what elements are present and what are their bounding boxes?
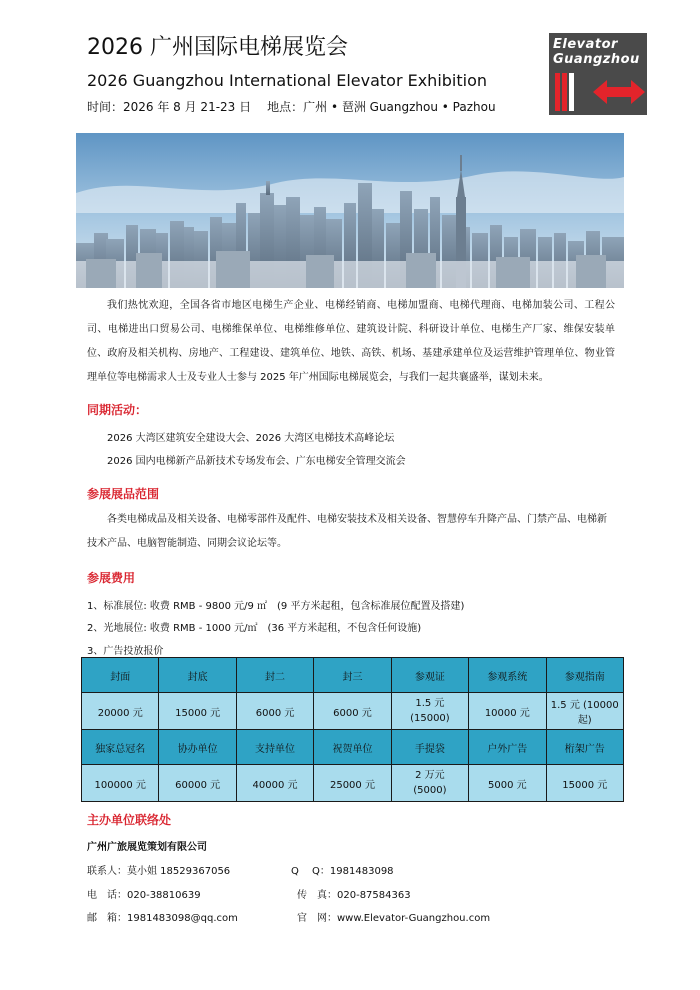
email-info: [87, 909, 238, 924]
table-value-cell: 100000 元: [82, 765, 159, 802]
qq-info: [291, 862, 394, 877]
table-header-row: [82, 730, 624, 765]
scope-paragraph: 各类电梯成品及相关设备、电梯零部件及配件、电梯安装技术及相关设备、智慧停车升降产品、门禁产品、电梯新技术产品、电脑智能制造、同期会议论坛等。: [87, 514, 607, 549]
website-info: [297, 909, 490, 924]
fax-label: 传 真：: [297, 890, 337, 901]
phone-label: 电 话：: [87, 890, 127, 901]
city-skyline-image: [76, 133, 624, 288]
website-link[interactable]: www.Elevator-Guangzhou.com: [337, 913, 491, 924]
fee-raw-space: 2、光地展位: 收费 RMB - 1000 元/㎡ (36 平方米起租，不包含任何设施): [87, 623, 422, 634]
logo-line1: Elevator: [553, 37, 618, 52]
fax-info: [297, 886, 411, 901]
table-value-cell: 60000 元: [159, 765, 236, 802]
date-text: 时间：2026 年 8 月 21-23 日: [87, 100, 252, 114]
table-header-cell: 户外广告: [469, 730, 546, 765]
activities-heading: 同期活动：: [87, 403, 148, 417]
table-header-row: [82, 658, 624, 693]
activity-item: 2026 大湾区建筑安全建设大会、2026 大湾区电梯技术高峰论坛: [107, 433, 395, 444]
table-header-cell: 参观系统: [469, 658, 546, 693]
table-header-cell: 封二: [236, 658, 313, 693]
page-title-en: 2026 Guangzhou International Elevator Exhibition: [87, 71, 488, 90]
table-value-row: [82, 693, 624, 730]
qq-label: Q Q：: [291, 866, 330, 877]
email-label: 邮 箱：: [87, 913, 127, 924]
table-header-cell: 参观指南: [546, 658, 623, 693]
scope-heading: 参展展品范围: [87, 487, 160, 501]
logo: [549, 33, 647, 115]
table-header-cell: 祝贺单位: [314, 730, 391, 765]
organizer-heading: 主办单位联络处: [87, 813, 172, 827]
elevator-arrows-icon: [549, 71, 647, 115]
table-value-cell: 15000 元: [546, 765, 623, 802]
table-header-cell: 封三: [314, 658, 391, 693]
email-link[interactable]: 1981483098@qq.com: [127, 913, 238, 924]
table-cell-line: 1.5 元: [415, 698, 445, 709]
table-cell-line: (5000): [413, 785, 447, 796]
table-value-cell: 6000 元: [236, 693, 313, 730]
table-value-cell: 40000 元: [236, 765, 313, 802]
fax-value: 020-87584363: [337, 890, 411, 901]
page-title-cn: 2026 广州国际电梯展览会: [87, 35, 348, 60]
website-label: 官 网：: [297, 913, 337, 924]
table-value-cell: 10000 元: [469, 693, 546, 730]
logo-line2: Guangzhou: [553, 52, 640, 67]
qq-value: 1981483098: [329, 866, 394, 877]
dateline: [87, 98, 496, 115]
phone-value: 020-38810639: [127, 890, 201, 901]
fee-standard-booth: 1、标准展位: 收费 RMB - 9800 元/9 ㎡ (9 平方米起租，包含标准展位配置及搭建): [87, 601, 465, 612]
table-value-cell: 6000 元: [314, 693, 391, 730]
table-value-cell: 15000 元: [159, 693, 236, 730]
table-header-cell: 独家总冠名: [82, 730, 159, 765]
table-header-cell: 协办单位: [159, 730, 236, 765]
table-header-cell: 手提袋: [391, 730, 468, 765]
fees-heading: 参展费用: [87, 571, 136, 585]
table-value-cell: 25000 元: [314, 765, 391, 802]
table-value-cell: 20000 元: [82, 693, 159, 730]
organizer-company: 广州广旅展览策划有限公司: [87, 842, 207, 853]
table-value-cell: [391, 765, 468, 802]
table-cell-line: (15000): [410, 713, 450, 724]
table-value-cell: [391, 693, 468, 730]
fee-ads-label: 3、广告投放报价: [87, 646, 164, 657]
ads-price-table: [81, 657, 624, 802]
table-cell-line: 2 万元: [415, 770, 445, 781]
table-value-row: [82, 765, 624, 802]
table-value-cell: 5000 元: [469, 765, 546, 802]
table-header-cell: 封底: [159, 658, 236, 693]
table-header-cell: 桁架广告: [546, 730, 623, 765]
contact-person: 联系人：莫小姐 18529367056: [87, 866, 231, 877]
table-header-cell: 支持单位: [236, 730, 313, 765]
table-header-cell: 参观证: [391, 658, 468, 693]
table-value-cell: 1.5 元 (10000 起): [546, 693, 623, 730]
intro-paragraph: 我们热忱欢迎，全国各省市地区电梯生产企业、电梯经销商、电梯加盟商、电梯代理商、电梯加装公司、工程公司、电梯进出口贸易公司、电梯维保单位、电梯维修单位、建筑设计院、科研设计单位、电梯生产厂家、维保安装单位、政府及相关机构、房地产、工程建设、建筑单位、地铁、高铁、机场、基建承建单位及运营维护管理单位、物业管理单位等电梯需求人士及专业人士参与 2025 年广州国际电梯展览会，与我们一起共襄盛举，谋划未来。: [87, 300, 615, 383]
table-header-cell: 封面: [82, 658, 159, 693]
activity-item: 2026 国内电梯新产品新技术专场发布会、广东电梯安全管理交流会: [107, 456, 406, 467]
phone-info: [87, 886, 201, 901]
venue-text: 地点：广州 • 琶洲 Guangzhou • Pazhou: [267, 100, 496, 114]
